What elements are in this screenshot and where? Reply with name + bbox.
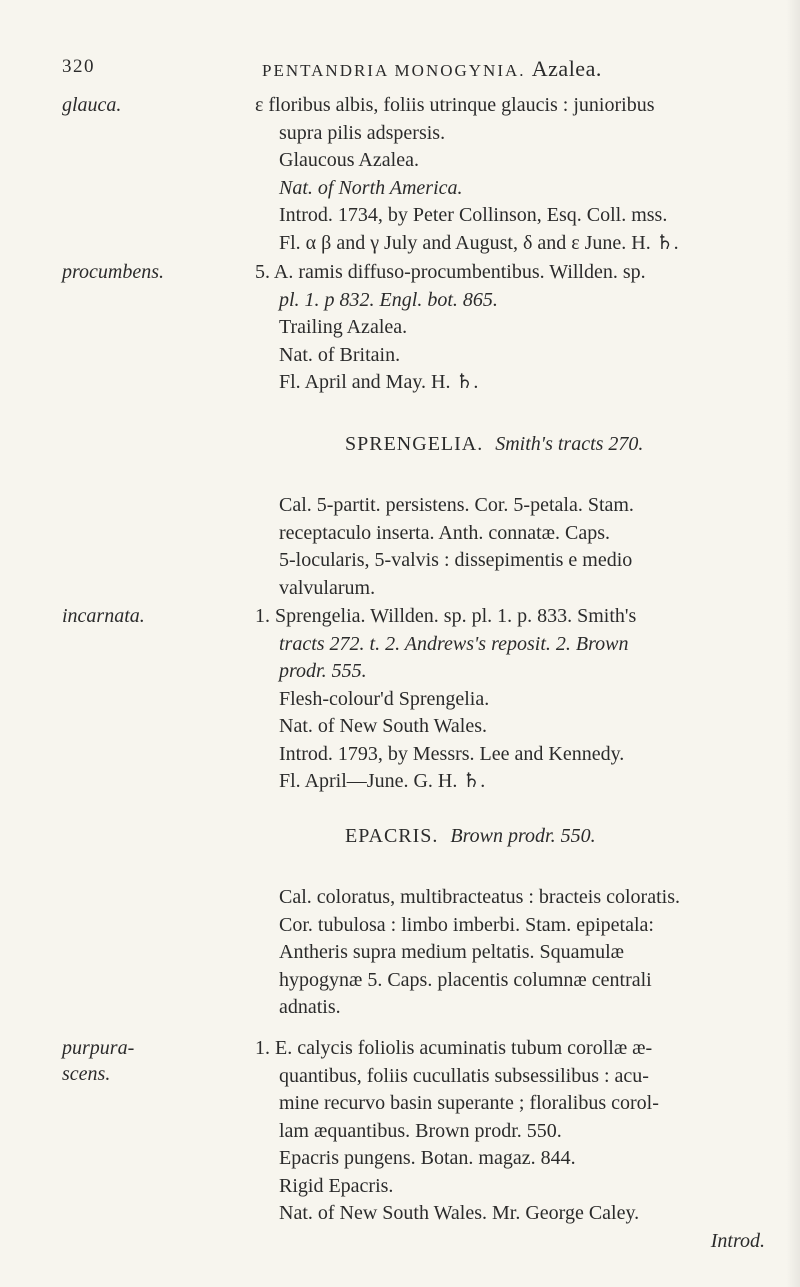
- entry-line: hypogynæ 5. Caps. placentis columnæ centrali: [279, 968, 652, 991]
- entry-line: Introd.: [710, 1229, 765, 1252]
- entry-line: tracts 272. t. 2. Andrews's reposit. 2. Brown: [279, 632, 629, 655]
- entry-line: Fl. April—June.: [279, 770, 409, 792]
- genus-reference: Brown prodr. 550.: [450, 825, 596, 847]
- entry-glauca: [255, 92, 775, 257]
- running-title: [262, 56, 602, 82]
- entry-line: receptaculo inserta. Anth. connatæ. Caps.: [279, 521, 611, 544]
- entry-line: Fl. April and May.: [279, 371, 427, 393]
- entry-line: pl. 1. p 832. Engl. bot. 865.: [279, 288, 498, 311]
- entry-line: supra pilis adspersis.: [279, 121, 446, 144]
- entry-purpurascens: [255, 1035, 775, 1255]
- entry-line: valvularum.: [279, 576, 376, 599]
- genus-description-sprengelia: [255, 492, 775, 602]
- genus-heading-epacris: [345, 825, 596, 848]
- entry-incarnata: [255, 603, 775, 796]
- species-name-purpurascens: purpura- scens.: [62, 1037, 135, 1085]
- entry-line: lam æquantibus. Brown prodr. 550.: [279, 1119, 562, 1142]
- entry-line: adnatis.: [279, 996, 341, 1018]
- entry-line: Cor. tubulosa : limbo imberbi. Stam. epipetala:: [279, 913, 654, 936]
- entry-line: prodr. 555.: [279, 660, 367, 682]
- habitat-code: G. H. ♄.: [413, 770, 486, 792]
- genus-description-epacris: [255, 884, 775, 1022]
- entry-line: Nat. of North America.: [279, 176, 463, 199]
- entry-line: Glaucous Azalea.: [279, 149, 419, 171]
- species-name-glauca: glauca.: [62, 94, 122, 116]
- entry-line: Flesh-colour'd Sprengelia.: [279, 687, 490, 710]
- genus-reference: Smith's tracts 270.: [495, 433, 644, 455]
- genus-heading-sprengelia: [345, 433, 643, 456]
- entry-line: 5. A. ramis diffuso-procumbentibus. Willden. sp.: [255, 261, 646, 283]
- genus-name: SPRENGELIA.: [345, 433, 484, 455]
- entry-line: Cal. 5-partit. persistens. Cor. 5-petala. Stam.: [279, 494, 634, 516]
- entry-line: 1. E. calycis foliolis acuminatis tubum corollæ æ-: [255, 1037, 653, 1059]
- habitat-code: H. ♄.: [431, 371, 479, 393]
- entry-line: Introd. 1734, by Peter Collinson, Esq. Coll. mss.: [279, 204, 668, 226]
- page-edge: [786, 0, 800, 1287]
- entry-line: Epacris pungens. Botan. magaz. 844.: [279, 1147, 576, 1169]
- entry-line: Nat. of New South Wales. Mr. George Caley.: [279, 1202, 640, 1224]
- entry-procumbens: [255, 259, 775, 397]
- entry-line: quantibus, foliis cucullatis subsessilibus : acu-: [279, 1064, 649, 1087]
- entry-line: 1. Sprengelia. Willden. sp. pl. 1. p. 833. Smith's: [255, 605, 637, 627]
- entry-line: ε floribus albis, foliis utrinque glaucis : junioribus: [255, 94, 655, 116]
- entry-line: Nat. of New South Wales.: [279, 715, 487, 737]
- species-name-incarnata: incarnata.: [62, 605, 145, 627]
- entry-line: Fl. α β and γ July and August, δ and ε June. H. ♄.: [279, 231, 679, 254]
- entry-line: Rigid Epacris.: [279, 1174, 394, 1197]
- entry-line-row: [255, 768, 789, 796]
- genus-name: EPACRIS.: [345, 825, 439, 847]
- species-name-procumbens: procumbens.: [62, 261, 165, 283]
- running-title-class: PENTANDRIA MONOGYNIA.: [262, 61, 526, 80]
- page-number: 320: [62, 56, 95, 77]
- running-title-genus: Azalea.: [531, 56, 602, 81]
- entry-line: mine recurvo basin superante ; floralibus corol-: [279, 1092, 659, 1114]
- entry-line: Trailing Azalea.: [279, 316, 408, 338]
- entry-line: 5-locularis, 5-valvis : dissepimentis e medio: [279, 549, 633, 571]
- entry-line: Antheris supra medium peltatis. Squamulæ: [279, 941, 624, 963]
- entry-line: Cal. coloratus, multibracteatus : bracteis coloratis.: [279, 886, 680, 908]
- entry-line-row: [255, 369, 789, 397]
- entry-line: Introd. 1793, by Messrs. Lee and Kennedy.: [279, 742, 625, 765]
- entry-line: Nat. of Britain.: [279, 343, 401, 366]
